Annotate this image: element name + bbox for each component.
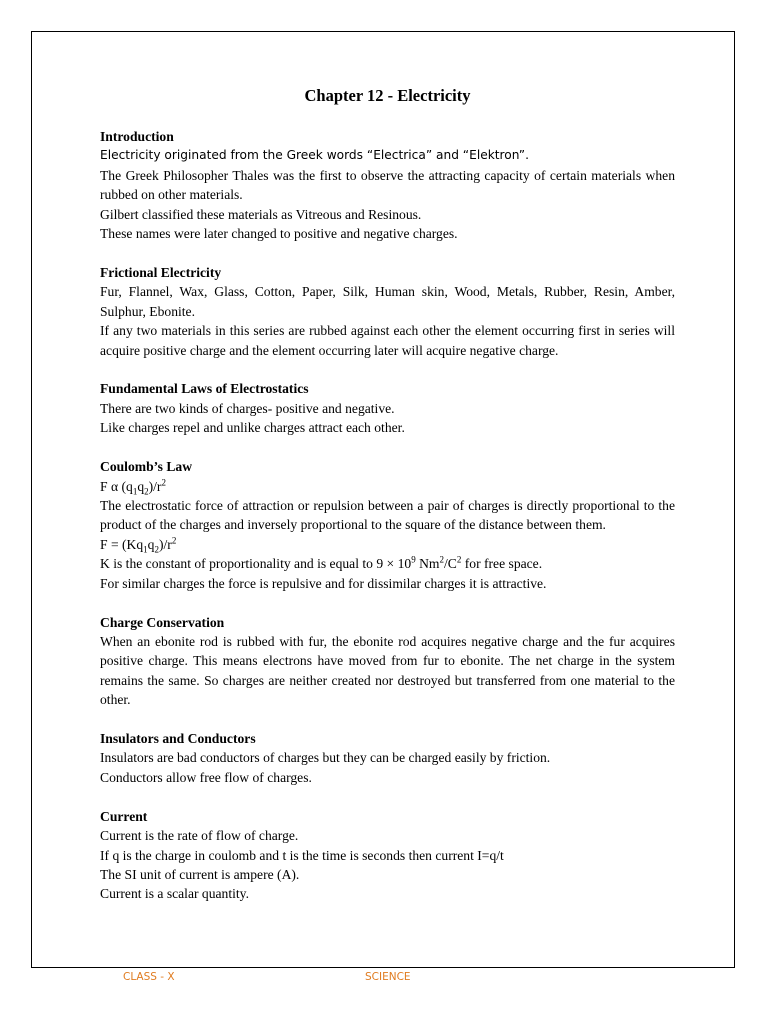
section-fundamental-laws <box>100 379 675 437</box>
paragraph-line: These names were later changed to positive and negative charges. <box>100 226 458 242</box>
footer-class-label: CLASS - X <box>123 971 175 983</box>
paragraph-line: Insulators are bad conductors of charges but they can be charged easily by friction. <box>100 750 551 766</box>
paragraph-line: Like charges repel and unlike charges attract each other. <box>100 420 405 436</box>
formula-coulomb: $F = (Kq_1q_2)/r^2$ <box>100 535 177 555</box>
section-heading: Coulomb’s Law <box>100 459 193 475</box>
document-body <box>100 86 675 923</box>
section-heading: Insulators and Conductors <box>100 731 256 747</box>
paragraph-line: When an ebonite rod is rubbed with fur, the ebonite rod acquires negative charge and the fur acquires positive charge. This means electrons have moved from fur to ebonite. The net charge in the system remains the same. So charges are neither created nor destroyed but transferred from one material to the other. <box>100 633 675 708</box>
paragraph-line: The Greek Philosopher Thales was the first to observe the attracting capacity of certain materials when rubbed on other materials. <box>100 167 675 203</box>
section-charge-conservation <box>100 613 675 710</box>
footer-subject-label: SCIENCE <box>365 971 411 983</box>
section-heading: Current <box>100 808 148 824</box>
paragraph-line: Gilbert classified these materials as Vitreous and Resinous. <box>100 206 422 222</box>
paragraph-line: Conductors allow free flow of charges. <box>100 769 312 785</box>
paragraph-line: The electrostatic force of attraction or repulsion between a pair of charges is directly proportional to the product of the charges and inversely proportional to the square of the distance between them. <box>100 498 675 533</box>
section-heading: Fundamental Laws of Electrostatics <box>100 381 309 397</box>
paragraph-line: If any two materials in this series are rubbed against each other the element occurring first in series will acquire positive charge and the element occurring later will acquire negative charge. <box>100 323 675 358</box>
section-coulombs-law <box>100 457 675 593</box>
paragraph-line: The SI unit of current is ampere (A). <box>100 867 300 882</box>
section-heading: Introduction <box>100 129 174 144</box>
paragraph-line: Electricity originated from the Greek words “Electrica” and “Elektron”. <box>100 148 529 163</box>
paragraph-line: Current is the rate of flow of charge. <box>100 828 299 844</box>
section-introduction <box>100 127 675 243</box>
chapter-title: Chapter 12 - Electricity <box>304 86 471 105</box>
paragraph-line: There are two kinds of charges- positive and negative. <box>100 400 395 416</box>
section-insulators-conductors <box>100 729 675 787</box>
formula-proportional: F α $(q_1q_2)/r^2$ <box>100 477 166 497</box>
section-current <box>100 807 675 904</box>
paragraph-line: Current is a scalar quantity. <box>100 886 249 902</box>
constant-line: K is the constant of proportionality and is equal to $9 \times 10^9$ $Nm^2/C^2$ for free space. <box>100 554 543 572</box>
paragraph-line: If q is the charge in coulomb and t is the time is seconds then current I=q/t <box>100 847 504 863</box>
section-heading: Frictional Electricity <box>100 264 222 280</box>
section-frictional-electricity <box>100 263 675 360</box>
paragraph-line: For similar charges the force is repulsive and for dissimilar charges it is attractive. <box>100 575 547 591</box>
section-heading: Charge Conservation <box>100 614 225 630</box>
paragraph-line: Fur, Flannel, Wax, Glass, Cotton, Paper, Silk, Human skin, Wood, Metals, Rubber, Resin, Amber, Sulphur, Ebonite. <box>100 284 675 319</box>
